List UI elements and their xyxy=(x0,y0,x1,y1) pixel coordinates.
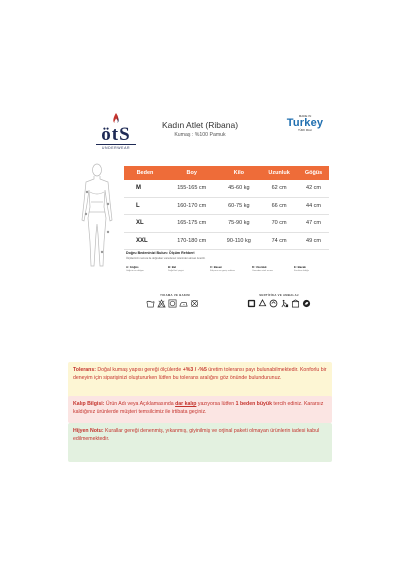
product-title: Kadın Atlet (Ribana) xyxy=(161,120,239,130)
oeko-icon xyxy=(247,299,256,308)
height-cell: 160-170 cm xyxy=(166,197,218,215)
guide-item-hip xyxy=(210,265,250,273)
recycle-icon xyxy=(258,299,267,308)
fit-narrow-cut: dar kalıp xyxy=(175,401,197,407)
tidyman-icon xyxy=(280,299,289,308)
measurement-guide xyxy=(126,265,336,283)
chest-cell: 44 cm xyxy=(298,197,329,215)
size-cell: XL xyxy=(124,215,166,233)
guide-item-label: A: Göğüs xyxy=(126,265,139,269)
weight-cell: 60-75 kg xyxy=(217,197,260,215)
tumble-dry-icon xyxy=(168,299,177,308)
size-cell: L xyxy=(124,197,166,215)
body-measurement-figure xyxy=(72,162,122,277)
col-boy: Boy xyxy=(166,166,218,180)
weight-cell: 90-110 kg xyxy=(217,232,260,250)
col-gogus: Göğüs xyxy=(298,166,329,180)
country-label: Turkey xyxy=(286,117,324,129)
guide-item-desc: Kalçanın en geniş noktası xyxy=(210,270,236,272)
col-kilo: Kilo xyxy=(217,166,260,180)
tolerance-text-2: üretim toleransı payı bulunabilmektedir. Konforlu bir deneyim için siparişinizi oluştururken lütfen bu tolerans aralığını göz önünde bulundurunuz. xyxy=(73,367,327,381)
guide-item-desc: Omuzdan etek ucuna xyxy=(252,270,273,272)
table-row xyxy=(124,215,329,233)
weight-cell: 45-60 kg xyxy=(217,180,260,197)
no-bleach-icon xyxy=(157,299,166,308)
wash-30-icon xyxy=(146,299,155,308)
size-cell: XXL xyxy=(124,232,166,250)
table-row xyxy=(124,197,329,215)
fit-text-2: yazıyorsa lütfen xyxy=(196,401,236,407)
size-table-header xyxy=(124,166,329,180)
height-cell: 155-165 cm xyxy=(166,180,218,197)
guide-item-label: B: Bel xyxy=(168,265,177,269)
guide-item-chest xyxy=(126,265,166,273)
sustainable-icon xyxy=(302,299,311,308)
guide-item-desc: Göğsün en dolgun xyxy=(126,270,144,272)
iron-icon xyxy=(179,299,188,308)
flame-icon xyxy=(96,112,136,126)
made-in-label: MADE IN xyxy=(298,114,312,118)
product-fabric: Kumaş : %100 Pamuk xyxy=(174,132,226,138)
height-cell: 170-180 cm xyxy=(166,232,218,250)
fit-label: Kalıp Bilgisi: xyxy=(73,401,105,407)
height-cell: 165-175 cm xyxy=(166,215,218,233)
guide-item-desc: Doğal bel çizgisi xyxy=(168,270,184,272)
hygiene-note xyxy=(68,423,332,462)
chest-cell: 42 cm xyxy=(298,180,329,197)
weight-cell: 75-90 kg xyxy=(217,215,260,233)
length-cell: 62 cm xyxy=(260,180,298,197)
fit-text-3: tercih ediniz. Kararsız kaldığınız ürünlerde müşteri temsilcimiz ile irtibata geçiniz. xyxy=(73,401,324,415)
guide-title: Doğru Bedeninizi Bulun: Ölçüm Rehberi xyxy=(126,251,195,255)
turk-mali-label: TÜRK MALI xyxy=(298,129,312,132)
made-in-turkey-badge xyxy=(285,114,325,132)
chest-cell: 49 cm xyxy=(298,232,329,250)
care-icons xyxy=(146,299,199,311)
cert-title: SERTİFİKA VE AMBALAJ xyxy=(259,293,299,297)
fit-note xyxy=(68,396,332,423)
table-row xyxy=(124,232,329,250)
tolerance-label: Tolerans: xyxy=(73,367,96,373)
guide-item-label: D: Uzunluk xyxy=(252,265,267,269)
fit-size-up: 1 beden büyük xyxy=(235,401,272,407)
hygiene-text: Kurallar gereği denenmiş, yıkanmış, giyinilmiş ve orjinal paketi olmayan ürünlerin iadesi kabul edilmemektedir. xyxy=(73,428,320,442)
guide-item-waist xyxy=(168,265,208,273)
logo-subtitle: UNDERWEAR xyxy=(96,144,136,150)
guide-item-leg xyxy=(294,265,334,273)
guide-description: Ölçülerinizi mezura ile doğrudan vücudunuz üzerinden alman önerilir. xyxy=(126,257,206,260)
col-uzunluk: Uzunluk xyxy=(260,166,298,180)
tolerance-text-1: Doğal kumaş yapısı gereği ölçülerde xyxy=(95,367,183,373)
brand-logo xyxy=(96,112,136,150)
length-cell: 66 cm xyxy=(260,197,298,215)
col-beden: Beden xyxy=(124,166,166,180)
length-cell: 70 cm xyxy=(260,215,298,233)
box-icon xyxy=(291,299,300,308)
guide-item-label: C: Basen xyxy=(210,265,223,269)
hygiene-label: Hijyen Notu: xyxy=(73,428,104,434)
fit-text-1: Ürün Adı veya Açıklamasında xyxy=(104,401,176,407)
cert-icons xyxy=(247,299,311,311)
logo-wordmark: ötS xyxy=(101,124,131,145)
table-row xyxy=(124,180,329,197)
guide-item-label: E: Bacak xyxy=(294,265,306,269)
guide-item-length xyxy=(252,265,292,273)
tolerance-range: +%3 / -%5 xyxy=(182,367,207,373)
guide-item-desc: Kasıktan bileğe xyxy=(294,270,309,272)
length-cell: 74 cm xyxy=(260,232,298,250)
no-dry-clean-icon xyxy=(190,299,199,308)
triman-icon xyxy=(269,299,278,308)
size-table xyxy=(124,166,329,250)
size-cell: M xyxy=(124,180,166,197)
chest-cell: 47 cm xyxy=(298,215,329,233)
care-title: YIKAMA VE BAKIM xyxy=(160,293,190,297)
